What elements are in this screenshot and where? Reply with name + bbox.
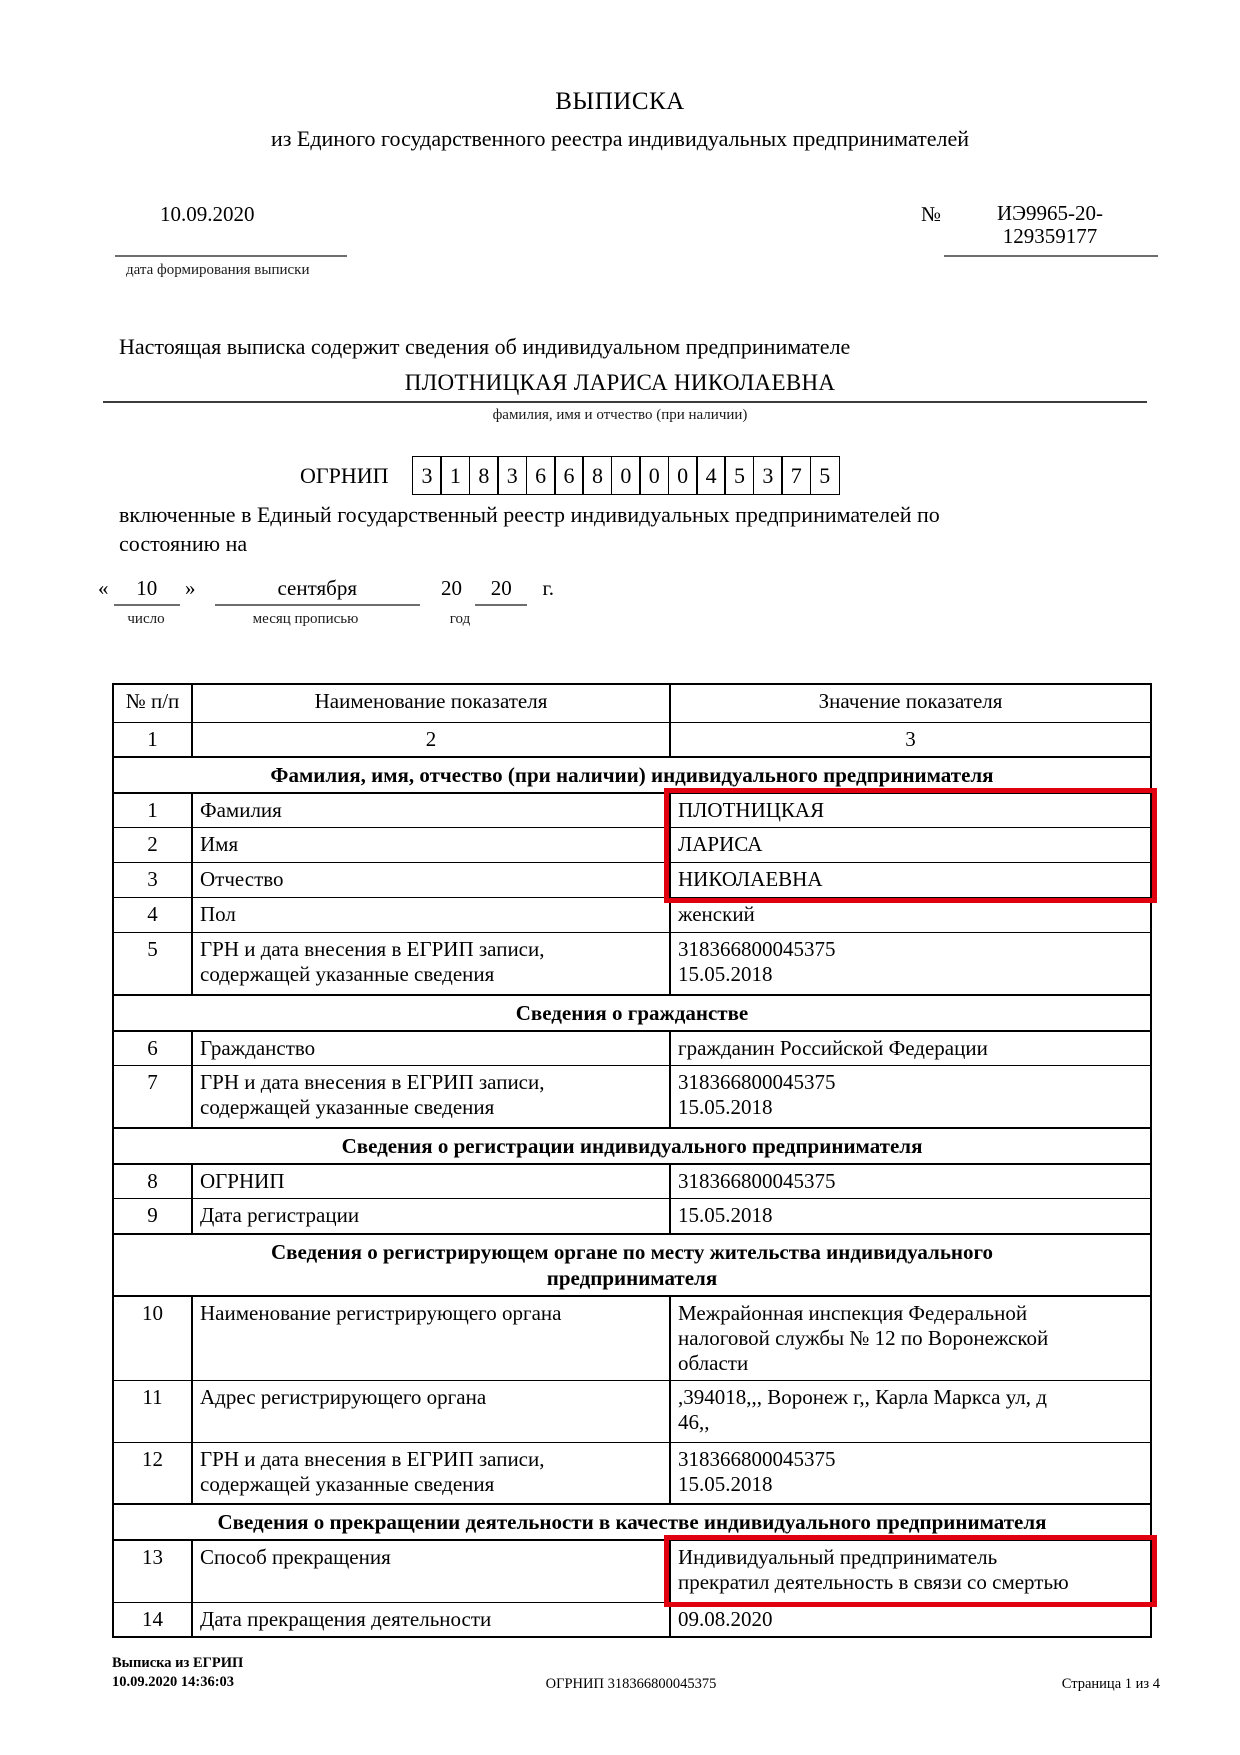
table-header-cell: Наименование показателя (192, 684, 670, 722)
ogrnip-digit-box: 5 (810, 456, 840, 495)
row-value-cell: ,394018,,, Воронеж г,, Карла Маркса ул, д 46,, (670, 1380, 1151, 1442)
ogrnip-digit-box: 4 (696, 456, 726, 495)
intro-text: Настоящая выписка содержит сведения об индивидуальном предпринимателе (119, 334, 851, 359)
row-number-cell: 9 (113, 1199, 192, 1234)
row-number-cell: 10 (113, 1296, 192, 1381)
row-number-cell: 5 (113, 933, 192, 995)
doc-number-sign: № (921, 202, 942, 226)
column-number-cell: 2 (192, 722, 670, 757)
table-row (113, 793, 1151, 828)
page-title: ВЫПИСКА (555, 88, 685, 115)
section-label-cell: Сведения о регистрации индивидуального предпринимателя (113, 1128, 1151, 1164)
formed-date: 10.09.2020 (160, 202, 255, 226)
period-month-caption: месяц прописью (252, 611, 359, 627)
table-row (113, 1296, 1151, 1381)
row-number-cell: 13 (113, 1540, 192, 1602)
row-name-cell: Адрес регистрирующего органа (192, 1380, 670, 1442)
row-name-cell: ОГРНИП (192, 1164, 670, 1199)
table-row (113, 1602, 1151, 1637)
ogrnip-digit-box: 3 (412, 456, 442, 495)
footer-page-number: Страница 1 из 4 (1061, 1676, 1160, 1692)
table-row (113, 898, 1151, 933)
period-year-suffix: г. (542, 576, 554, 600)
row-value-cell: гражданин Российской Федерации (670, 1031, 1151, 1066)
row-value-cell: НИКОЛАЕВНА (670, 863, 1151, 898)
row-name-cell: Отчество (192, 863, 670, 898)
row-name-cell: Способ прекращения (192, 1540, 670, 1602)
entrepreneur-name: ПЛОТНИЦКАЯ ЛАРИСА НИКОЛАЕВНА (404, 370, 836, 395)
row-name-cell: ГРН и дата внесения в ЕГРИП записи, содержащей указанные сведения (192, 1442, 670, 1504)
row-name-cell: ГРН и дата внесения в ЕГРИП записи, содержащей указанные сведения (192, 1066, 670, 1128)
section-row (113, 995, 1151, 1031)
doc-number-underline (944, 255, 1158, 257)
table-row (113, 863, 1151, 898)
doc-number: ИЭ9965-20- 129359177 (996, 201, 1103, 248)
section-label-cell: Сведения о прекращении деятельности в качестве индивидуального предпринимателя (113, 1504, 1151, 1540)
row-value-cell: 318366800045375 15.05.2018 (670, 1066, 1151, 1128)
row-name-cell: Дата прекращения деятельности (192, 1602, 670, 1637)
row-name-cell: ГРН и дата внесения в ЕГРИП записи, содержащей указанные сведения (192, 933, 670, 995)
period-day: 10 (114, 576, 180, 606)
table-header-cell: Значение показателя (670, 684, 1151, 722)
row-value-cell: Индивидуальный предприниматель прекратил деятельность в связи со смертью (670, 1540, 1151, 1602)
period-century: 20 (441, 576, 462, 600)
table-row (113, 1540, 1151, 1602)
row-value-cell: 318366800045375 15.05.2018 (670, 933, 1151, 995)
table-row (113, 933, 1151, 995)
ogrnip-digit-box: 3 (497, 456, 527, 495)
row-value-cell: 09.08.2020 (670, 1602, 1151, 1637)
table-row (113, 1164, 1151, 1199)
ogrnip-digit-box: 8 (469, 456, 499, 495)
entrepreneur-name-underline (103, 401, 1147, 403)
row-name-cell: Гражданство (192, 1031, 670, 1066)
row-number-cell: 14 (113, 1602, 192, 1637)
row-number-cell: 1 (113, 793, 192, 828)
section-row (113, 1504, 1151, 1540)
table-row (113, 1066, 1151, 1128)
table-header-cell: № п/п (113, 684, 192, 722)
row-number-cell: 8 (113, 1164, 192, 1199)
row-number-cell: 4 (113, 898, 192, 933)
period-year-caption: год (449, 611, 471, 627)
row-number-cell: 7 (113, 1066, 192, 1128)
period-month: сентября (215, 576, 420, 606)
column-number-cell: 1 (113, 722, 192, 757)
column-number-cell: 3 (670, 722, 1151, 757)
formed-date-underline (115, 255, 347, 257)
details-table (112, 683, 1152, 1638)
ogrnip-digit-box: 0 (611, 456, 641, 495)
row-name-cell: Наименование регистрирующего органа (192, 1296, 670, 1381)
ogrnip-digit-box: 7 (781, 456, 811, 495)
footer-timestamp: 10.09.2020 14:36:03 (112, 1674, 235, 1690)
row-name-cell: Имя (192, 828, 670, 863)
row-name-cell: Дата регистрации (192, 1199, 670, 1234)
section-row (113, 757, 1151, 793)
row-value-cell: 318366800045375 15.05.2018 (670, 1442, 1151, 1504)
ogrnip-digit-box: 5 (724, 456, 754, 495)
section-row (113, 1128, 1151, 1164)
table-row (113, 1031, 1151, 1066)
ogrnip-digit-strip (412, 456, 840, 495)
table-header-row (113, 684, 1151, 722)
table-row (113, 1199, 1151, 1234)
section-label-cell: Сведения о гражданстве (113, 995, 1151, 1031)
period-line (98, 576, 554, 606)
ogrnip-label: ОГРНИП (300, 463, 389, 488)
formed-date-caption: дата формирования выписки (126, 262, 310, 278)
ogrnip-digit-box: 6 (526, 456, 556, 495)
footer-ogrnip: ОГРНИП 318366800045375 (545, 1676, 717, 1692)
row-value-cell: ПЛОТНИЦКАЯ (670, 793, 1151, 828)
included-text: включенные в Единый государственный реестр индивидуальных предпринимателей по состоянию на (119, 502, 940, 556)
column-number-row (113, 722, 1151, 757)
row-name-cell: Фамилия (192, 793, 670, 828)
table-row (113, 828, 1151, 863)
section-row (113, 1234, 1151, 1296)
close-quote: » (185, 576, 196, 600)
table-row (113, 1442, 1151, 1504)
ogrnip-digit-box: 0 (639, 456, 669, 495)
period-year: 20 (475, 576, 527, 606)
period-day-caption: число (127, 611, 165, 627)
row-number-cell: 6 (113, 1031, 192, 1066)
row-number-cell: 11 (113, 1380, 192, 1442)
row-value-cell: ЛАРИСА (670, 828, 1151, 863)
footer-doc-type: Выписка из ЕГРИП (112, 1655, 244, 1671)
row-value-cell: 15.05.2018 (670, 1199, 1151, 1234)
page-subtitle: из Единого государственного реестра индивидуальных предпринимателей (270, 126, 970, 151)
row-number-cell: 2 (113, 828, 192, 863)
row-name-cell: Пол (192, 898, 670, 933)
row-value-cell: 318366800045375 (670, 1164, 1151, 1199)
row-value-cell: женский (670, 898, 1151, 933)
row-number-cell: 12 (113, 1442, 192, 1504)
table-row (113, 1380, 1151, 1442)
row-number-cell: 3 (113, 863, 192, 898)
row-value-cell: Межрайонная инспекция Федеральной налоговой службы № 12 по Воронежской области (670, 1296, 1151, 1381)
section-label-cell: Сведения о регистрирующем органе по месту жительства индивидуального предпринимателя (113, 1234, 1151, 1296)
ogrnip-digit-box: 8 (582, 456, 612, 495)
entrepreneur-name-caption: фамилия, имя и отчество (при наличии) (492, 407, 748, 423)
ogrnip-digit-box: 0 (668, 456, 698, 495)
ogrnip-digit-box: 6 (554, 456, 584, 495)
ogrnip-digit-box: 1 (440, 456, 470, 495)
section-label-cell: Фамилия, имя, отчество (при наличии) индивидуального предпринимателя (113, 757, 1151, 793)
ogrnip-digit-box: 3 (753, 456, 783, 495)
open-quote: « (98, 576, 109, 600)
